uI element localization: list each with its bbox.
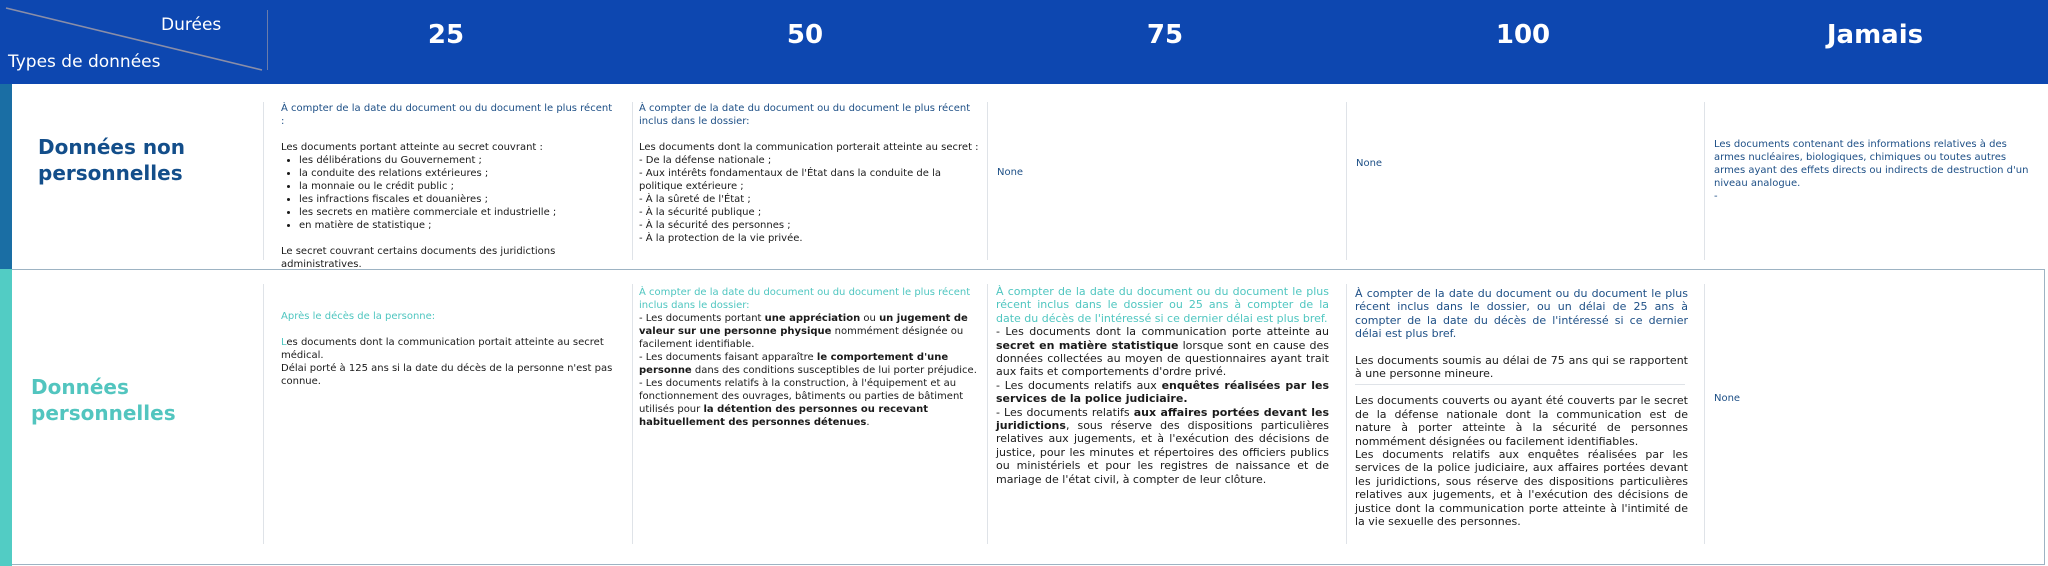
column-header-75: 75 xyxy=(1146,20,1184,50)
cell-intro: Après le décès de la personne: xyxy=(281,311,436,322)
row-band-personnelles xyxy=(0,269,12,566)
column-divider xyxy=(987,102,988,260)
paragraph: - Les documents faisant apparaître le comportement d'une personne dans des conditions susceptibles de lui porter préjudice. xyxy=(639,352,977,376)
column-header-25: 25 xyxy=(427,20,465,50)
list-item: - Aux intérêts fondamentaux de l'État dans la conduite de la politique extérieure ; xyxy=(639,168,941,192)
cell-dash: - xyxy=(1714,191,1718,202)
cell-text: Les documents contenant des informations relatives à des armes nucléaires, biologiques, chimiques ou toutes autres armes ayant des effets directs ou indirects de destruction d'un niveau analogue. xyxy=(1714,139,2029,189)
cell-personnelles-jamais: None xyxy=(1714,393,1741,404)
paragraph: - Les documents relatifs à la construction, à l'équipement et au fonctionnement des ouvrages, bâtiments ou parties de bâtiment utilisés pour la détention des personnes ou recevant habituellement des personnes détenues. xyxy=(639,378,964,428)
cell-non-personnelles-25 xyxy=(281,102,616,271)
list-item: - À la sécurité publique ; xyxy=(639,207,762,218)
cell-body-text: es documents dont la communication portait atteinte au secret médical. xyxy=(281,337,604,361)
list-item: - De la défense nationale ; xyxy=(639,155,772,166)
table-header xyxy=(0,0,2048,84)
cell-intro: À compter de la date du document ou du document le plus récent inclus dans le dossier, ou un délai de 25 ans à compter de la date du décès de l'intéressé si ce dernier délai est plus bref. xyxy=(1355,287,1688,341)
paragraph: - Les documents relatifs aux affaires portées devant les juridictions, sous réserve des dispositions particulières relatives aux jugements, et à l'exécution des décisions de justice, pour les minutes et répertoires des officiers publics ou ministériels et pour les registres de naissance et de mariage de l'état civil, à compter de leur clôture. xyxy=(996,405,1329,486)
list-item: - À la protection de la vie privée. xyxy=(639,233,803,244)
corner-cell xyxy=(0,0,268,84)
cell-body xyxy=(281,336,616,362)
column-divider xyxy=(987,284,988,544)
row-label-non-personnelles: Données non personnelles xyxy=(38,135,186,185)
paragraph: Les documents soumis au délai de 75 ans qui se rapportent à une personne mineure. xyxy=(1355,353,1688,381)
corner-label-durees: Durées xyxy=(161,15,222,35)
cell-non-personnelles-50 xyxy=(639,102,979,245)
list-item: • la conduite des relations extérieures ; xyxy=(299,167,616,180)
cell-personnelles-75 xyxy=(996,285,1329,486)
list-item: • en matière de statistique ; xyxy=(299,219,616,232)
cell-outro: Le secret couvrant certains documents des juridictions administratives. xyxy=(281,246,556,270)
paragraph: Les documents relatifs aux enquêtes réalisées par les services de la police judiciaire, aux affaires portées devant les juridictions, sous réserve des dispositions particulières relatives aux jugements, et à l'exécution des décisions de justice dont la communication porte atteinte à l'intimité de la vie sexuelle des personnes. xyxy=(1355,448,1688,529)
cell-non-personnelles-75: None xyxy=(997,167,1024,178)
column-header-100: 100 xyxy=(1495,20,1551,50)
paragraph: - Les documents portant une appréciation ou un jugement de valeur sur une personne physique nommément désignée ou facilement identifiable. xyxy=(639,313,968,350)
row-band-non-personnelles xyxy=(0,84,12,269)
column-header-50: 50 xyxy=(786,20,824,50)
cell-intro: À compter de la date du document ou du document le plus récent : xyxy=(281,103,613,127)
cell-note: Délai porté à 125 ans si la date du décès de la personne n'est pas connue. xyxy=(281,363,613,387)
cell-intro: À compter de la date du document ou du document le plus récent inclus dans le dossier: xyxy=(639,287,971,311)
corner-label-types: Types de données xyxy=(8,52,161,72)
column-header-jamais: Jamais xyxy=(1826,20,1924,50)
secret-list xyxy=(281,154,616,232)
cell-lead: Les documents portant atteinte au secret couvrant : xyxy=(281,142,543,153)
cell-non-personnelles-jamais xyxy=(1714,138,2036,203)
list-item: - À la sécurité des personnes ; xyxy=(639,220,791,231)
paragraph: - Les documents dont la communication porte atteinte au secret en matière statistique lorsque sont en cause des données collectées au moyen de questionnaires ayant trait aux faits et comportements d'ordre privé. xyxy=(996,325,1329,379)
column-divider xyxy=(632,284,633,544)
list-item: • les secrets en matière commerciale et industrielle ; xyxy=(299,206,616,219)
column-divider xyxy=(1346,284,1347,544)
cell-personnelles-25 xyxy=(281,310,616,388)
column-divider xyxy=(263,284,264,544)
cell-intro: À compter de la date du document ou du document le plus récent inclus dans le dossier: xyxy=(639,103,971,127)
list-item: - À la sûreté de l'État ; xyxy=(639,194,751,205)
cell-lead: Les documents dont la communication porterait atteinte au secret : xyxy=(639,142,979,153)
column-divider xyxy=(1346,102,1347,260)
drop-letter: L xyxy=(281,337,287,348)
paragraph: Les documents couverts ou ayant été couverts par le secret de la défense nationale dont la communication est de nature à porter atteinte à la sécurité de personnes nommément désignées ou facilement identifiables. xyxy=(1355,394,1688,448)
cell-non-personnelles-100: None xyxy=(1356,158,1383,169)
cell-personnelles-50 xyxy=(639,286,979,429)
row-label-personnelles: Données personnelles xyxy=(31,375,176,425)
separator xyxy=(1355,384,1685,385)
list-item: • les délibérations du Gouvernement ; xyxy=(299,154,616,167)
paragraph: - Les documents relatifs aux enquêtes réalisées par les services de la police judiciaire. xyxy=(996,378,1330,406)
column-divider xyxy=(1704,284,1705,544)
cell-intro: À compter de la date du document ou du document le plus récent inclus dans le dossier ou 25 ans à compter de la date du décès de l'intéressé si ce dernier délai est plus bref. xyxy=(996,285,1329,325)
cell-personnelles-100 xyxy=(1355,287,1688,529)
list-item: • la monnaie ou le crédit public ; xyxy=(299,180,616,193)
list-item: • les infractions fiscales et douanières ; xyxy=(299,193,616,206)
column-divider xyxy=(263,102,264,260)
column-divider xyxy=(632,102,633,260)
column-divider xyxy=(1704,102,1705,260)
